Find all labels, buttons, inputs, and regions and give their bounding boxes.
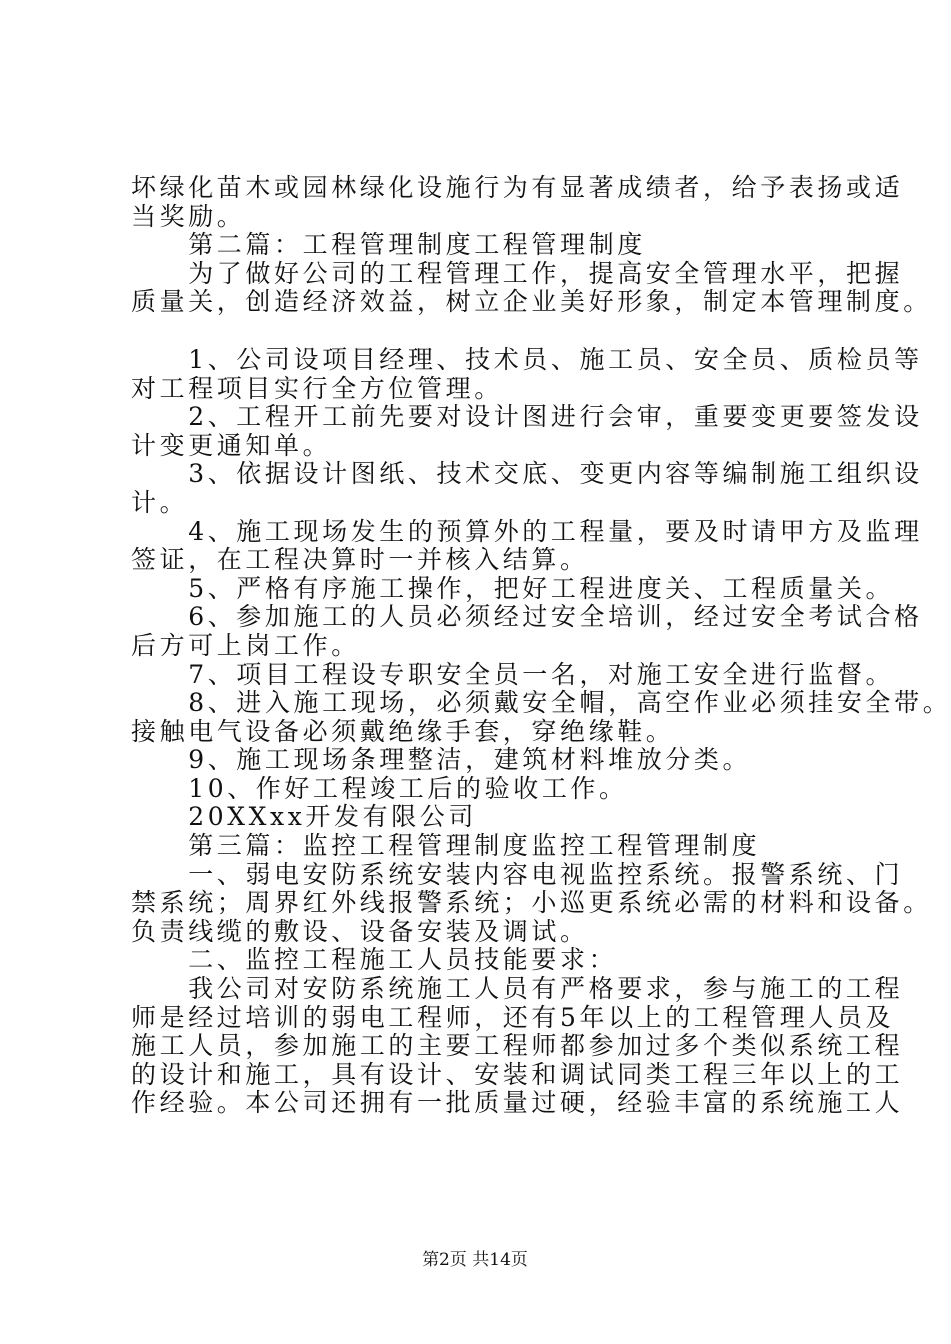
- text-line: 当奖励。: [131, 201, 246, 231]
- blank-line: [131, 317, 851, 346]
- text-line: 接触电气设备必须戴绝缘手套，穿绝缘鞋。: [131, 716, 675, 746]
- text-line: 禁系统；周界红外线报警系统；小巡更系统必需的材料和设备。: [131, 888, 932, 918]
- text-line: 后方可上岗工作。: [131, 630, 360, 660]
- text-line: 我公司对安防系统施工人员有严格要求，参与施工的工程: [131, 974, 904, 1004]
- text-line: 对工程项目实行全方位管理。: [131, 373, 503, 403]
- list-item-line: 2、工程开工前先要对设计图进行会审，重要变更要签发设: [131, 402, 923, 432]
- text-line: 签证，在工程决算时一并核入结算。: [131, 545, 589, 575]
- signature-line: 20XXxx开发有限公司: [131, 802, 478, 832]
- text-line: 计变更通知单。: [131, 430, 332, 460]
- text-line: 坏绿化苗木或园林绿化设施行为有显著成绩者，给予表扬或适: [131, 173, 904, 202]
- list-item-line: 4、施工现场发生的预算外的工程量，要及时请甲方及监理: [131, 516, 923, 546]
- list-item-line: 8、进入施工现场，必须戴安全帽，高空作业必须挂安全带。: [131, 688, 951, 718]
- list-item-line: 7、项目工程设专职安全员一名，对施工安全进行监督。: [131, 659, 895, 689]
- text-line: 计。: [131, 487, 189, 517]
- subheading-line: 二、监控工程施工人员技能要求：: [131, 945, 618, 975]
- list-item-line: 10、作好工程竣工后的验收工作。: [131, 773, 628, 803]
- text-line: 的设计和施工，具有设计、安装和调试同类工程三年以上的工: [131, 1059, 904, 1089]
- page-number-footer: 第2页 共14页: [422, 1250, 528, 1270]
- section-heading: 第二篇：工程管理制度工程管理制度: [131, 230, 646, 260]
- text-line: 作经验。本公司还拥有一批质量过硬，经验丰富的系统施工人: [131, 1088, 904, 1118]
- text-line: 一、弱电安防系统安装内容电视监控系统。报警系统、门: [131, 859, 904, 889]
- text-line: 师是经过培训的弱电工程师，还有5年以上的工程管理人员及: [131, 1002, 895, 1032]
- list-item-line: 1、公司设项目经理、技术员、施工员、安全员、质检员等: [131, 344, 923, 374]
- list-item-line: 5、严格有序施工操作，把好工程进度关、工程质量关。: [131, 573, 895, 603]
- text-line: 施工人员，参加施工的主要工程师都参加过多个类似系统工程: [131, 1031, 904, 1061]
- text-line: 质量关，创造经济效益，树立企业美好形象，制定本管理制度。: [131, 287, 932, 317]
- section-heading: 第三篇：监控工程管理制度监控工程管理制度: [131, 831, 761, 861]
- list-item-line: 6、参加施工的人员必须经过安全培训，经过安全考试合格: [131, 602, 923, 632]
- text-line: 负责线缆的敷设、设备安装及调试。: [131, 916, 589, 946]
- list-item-line: 3、依据设计图纸、技术交底、变更内容等编制施工组织设: [131, 459, 923, 489]
- text-line: 为了做好公司的工程管理工作，提高安全管理水平，把握: [131, 258, 904, 288]
- document-body: [131, 173, 951, 1118]
- list-item-line: 9、施工现场条理整洁，建筑材料堆放分类。: [131, 745, 752, 775]
